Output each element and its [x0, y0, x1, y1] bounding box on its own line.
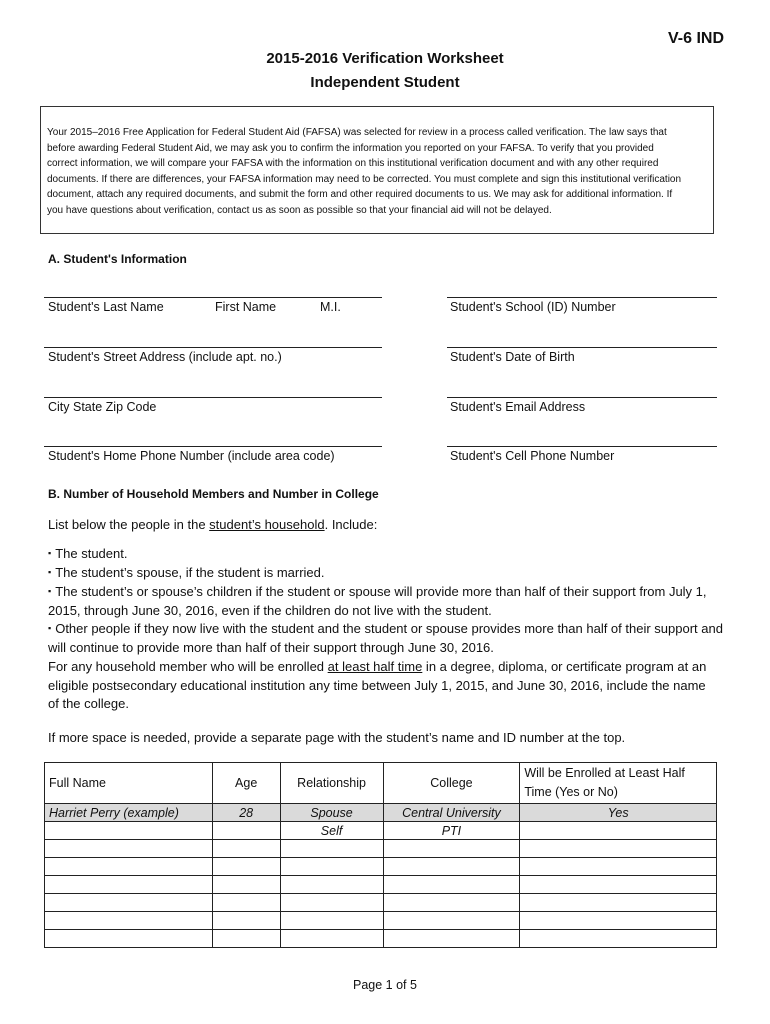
cell-age[interactable]: [212, 822, 280, 840]
cell-phone-label: Student's Cell Phone Number: [450, 449, 615, 463]
household-term: student’s household: [209, 517, 325, 532]
cell-full-name[interactable]: [45, 858, 213, 876]
cell-college[interactable]: [383, 876, 520, 894]
bullet-item: ▪ The student.: [48, 545, 728, 564]
household-intro-text: List below the people in the: [48, 517, 210, 532]
cell-college: Central University: [383, 804, 520, 822]
cell-college[interactable]: [383, 894, 520, 912]
cell-age[interactable]: [212, 858, 280, 876]
date-of-birth-label: Student's Date of Birth: [450, 350, 575, 364]
table-header-row: [45, 763, 717, 804]
email-field-line[interactable]: [447, 397, 717, 398]
page-number: Page 1 of 5: [353, 978, 417, 992]
cell-college[interactable]: [383, 912, 520, 930]
cell-full-name[interactable]: [45, 912, 213, 930]
cell-enrolled[interactable]: [520, 894, 717, 912]
table-row: [45, 912, 717, 930]
cell-age: 28: [212, 804, 280, 822]
cell-enrolled[interactable]: [520, 822, 717, 840]
home-phone-label: Student's Home Phone Number (include area code): [48, 449, 335, 463]
enrolled-text-tail: in a degree, diploma, or certificate program at an eligible postsecondary educational institution any time between July 1, 2015, and June 30, 2016, include the name of the college.: [48, 659, 707, 711]
cell-relationship[interactable]: Self: [280, 822, 383, 840]
section-b-heading: B. Number of Household Members and Number in College: [48, 487, 379, 501]
cell-college[interactable]: PTI: [383, 822, 520, 840]
cell-full-name[interactable]: [45, 840, 213, 858]
worksheet-title: 2015-2016 Verification Worksheet: [266, 50, 504, 67]
intro-line: documents. If there are differences, your FAFSA information may need to be corrected. You must complete and sign this institutional verification: [47, 173, 682, 185]
school-id-field-line[interactable]: [447, 297, 717, 298]
bullet-item: ▪ The student’s or spouse’s children if the student or spouse will provide more than half of their support from July 1, 2015, through June 30, 2016, even if the children do not live with the student.: [48, 583, 728, 620]
cell-enrolled[interactable]: [520, 858, 717, 876]
cell-enrolled: Yes: [520, 804, 717, 822]
table-row: [45, 858, 717, 876]
email-label: Student's Email Address: [450, 400, 586, 414]
household-intro-tail: . Include:: [324, 517, 378, 532]
street-address-field-line[interactable]: [44, 347, 382, 348]
table-row: [45, 840, 717, 858]
intro-line: document, attach any required documents, and submit the form and other required documents to us. We may ask for additional information. If: [47, 189, 673, 200]
column-header-college: College: [383, 763, 520, 804]
street-address-label: Student's Street Address (include apt. no.): [48, 350, 282, 364]
date-of-birth-field-line[interactable]: [447, 347, 717, 348]
cell-age[interactable]: [212, 894, 280, 912]
cell-full-name[interactable]: [45, 930, 213, 948]
cell-relationship[interactable]: [280, 858, 383, 876]
table-row: [45, 894, 717, 912]
city-state-zip-label: City State Zip Code: [48, 400, 157, 414]
enrolled-text: For any household member who will be enrolled: [48, 659, 328, 674]
cell-college[interactable]: [383, 840, 520, 858]
cell-age[interactable]: [212, 912, 280, 930]
cell-phone-field-line[interactable]: [447, 446, 717, 447]
cell-relationship[interactable]: [280, 930, 383, 948]
column-header-relationship: Relationship: [280, 763, 383, 804]
intro-line: correct information, we will compare your FAFSA with the information on this institutional verification document and with any other required: [47, 158, 659, 169]
cell-college[interactable]: [383, 930, 520, 948]
cell-relationship[interactable]: [280, 840, 383, 858]
more-space-note: If more space is needed, provide a separate page with the student’s name and ID number at the top.: [48, 730, 626, 745]
cell-relationship[interactable]: [280, 894, 383, 912]
section-a-heading: A. Student's Information: [48, 252, 187, 266]
table-row-example: [45, 804, 717, 822]
intro-line: you have questions about verification, contact us as soon as possible so that your financial aid will not be delayed.: [47, 204, 552, 216]
first-name-label: First Name: [215, 300, 277, 314]
school-id-label: Student's School (ID) Number: [450, 300, 616, 314]
cell-enrolled[interactable]: [520, 930, 717, 948]
bullet-item: ▪ Other people if they now live with the student and the student or spouse provides more than half of their support and will continue to provide more than half of their support through June 30, 2016.: [48, 620, 728, 657]
bullet-item: ▪ The student’s spouse, if the student is married.: [48, 564, 728, 583]
cell-relationship: Spouse: [280, 804, 383, 822]
last-name-label: Student's Last Name: [48, 300, 164, 314]
cell-enrolled[interactable]: [520, 840, 717, 858]
column-header-enrolled: Will be Enrolled at Least Half Time (Yes or No): [520, 763, 717, 804]
form-code: V-6 IND: [667, 30, 724, 47]
cell-full-name[interactable]: [45, 822, 213, 840]
cell-enrolled[interactable]: [520, 912, 717, 930]
table-row: [45, 930, 717, 948]
intro-notice-box: [40, 106, 714, 234]
column-header-full-name: Full Name: [45, 763, 213, 804]
cell-relationship[interactable]: [280, 912, 383, 930]
worksheet-subtitle: Independent Student: [310, 74, 460, 91]
enrolled-instructions: [48, 658, 720, 714]
half-time-term: at least half time: [327, 659, 423, 674]
name-field-line[interactable]: [44, 297, 382, 298]
household-table: [44, 762, 717, 948]
cell-college[interactable]: [383, 858, 520, 876]
city-state-zip-field-line[interactable]: [44, 397, 382, 398]
cell-full-name: Harriet Perry (example): [45, 804, 213, 822]
intro-line: before awarding Federal Student Aid, we may ask you to confirm the information you reported on your FAFSA. To verify that you provided: [47, 142, 654, 154]
table-row: [45, 876, 717, 894]
column-header-age: Age: [212, 763, 280, 804]
household-list-intro: [48, 516, 377, 535]
cell-enrolled[interactable]: [520, 876, 717, 894]
table-row: [45, 822, 717, 840]
cell-age[interactable]: [212, 876, 280, 894]
home-phone-field-line[interactable]: [44, 446, 382, 447]
cell-age[interactable]: [212, 930, 280, 948]
household-bullet-list: [48, 545, 728, 657]
cell-full-name[interactable]: [45, 894, 213, 912]
cell-age[interactable]: [212, 840, 280, 858]
intro-line: Your 2015–2016 Free Application for Federal Student Aid (FAFSA) was selected for review in a process called verification. The law says that: [47, 127, 667, 138]
cell-relationship[interactable]: [280, 876, 383, 894]
middle-initial-label: M.I.: [320, 300, 341, 314]
cell-full-name[interactable]: [45, 876, 213, 894]
